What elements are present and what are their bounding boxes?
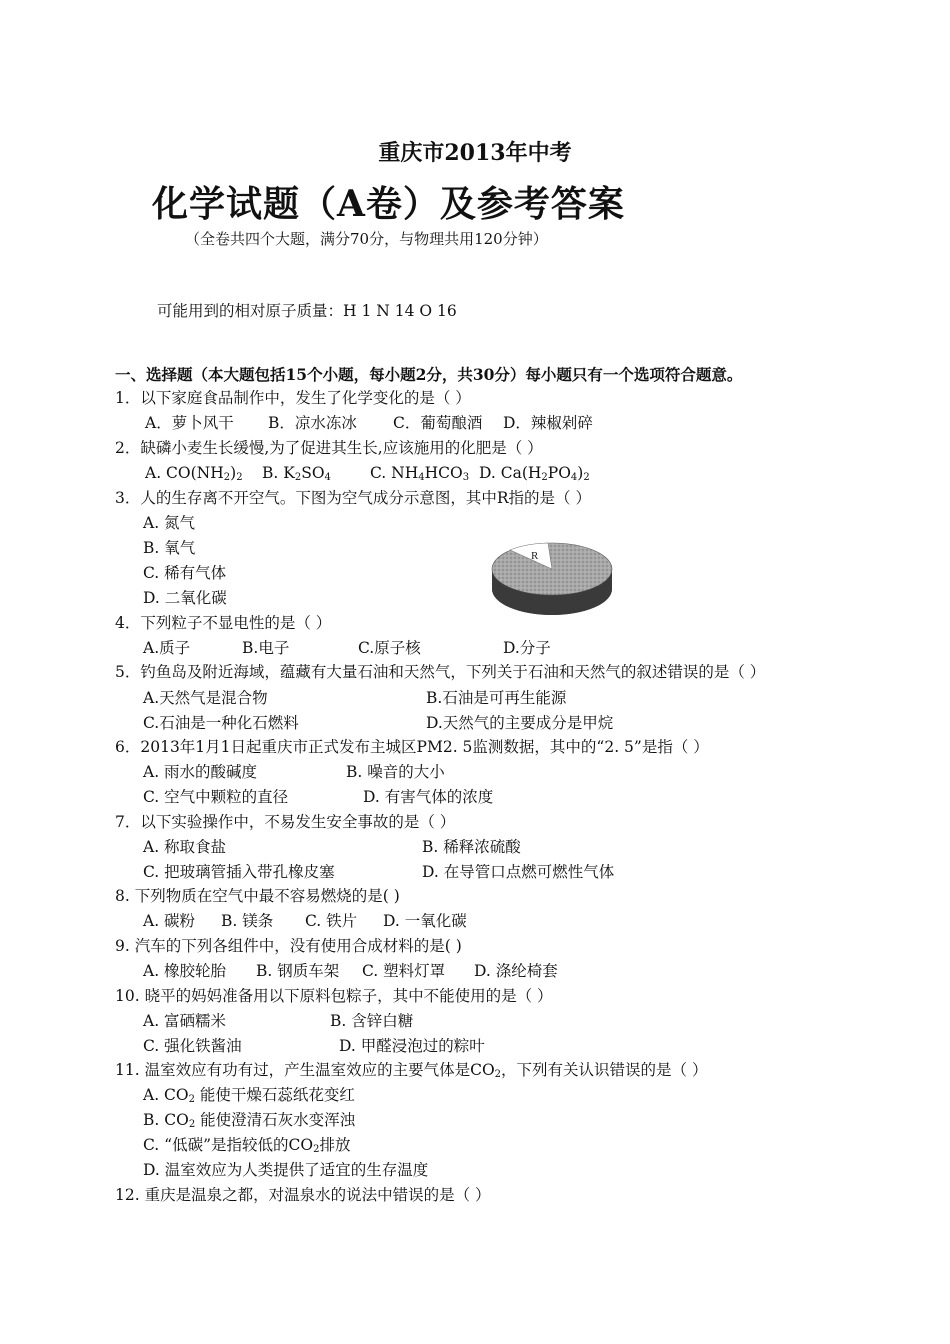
question-10-option-d: D. 甲醛浸泡过的粽叶	[339, 1037, 485, 1055]
question-8-option-b: B. 镁条	[221, 912, 274, 930]
question-3-option-a: A. 氮气	[143, 514, 196, 532]
question-7-option-c: C. 把玻璃管插入带孔橡皮塞	[143, 863, 335, 881]
question-8-stem: 8. 下列物质在空气中最不容易燃烧的是( )	[115, 887, 400, 905]
question-4-option-c: C.原子核	[358, 639, 421, 657]
question-2-option-b: B. $K_2SO_4$	[262, 464, 331, 483]
question-3-option-b: B. 氧气	[143, 539, 196, 557]
question-1-option-d: D．辣椒剁碎	[503, 414, 593, 432]
question-11-option-d: D. 温室效应为人类提供了适宜的生存温度	[143, 1161, 429, 1179]
question-10-option-b: B. 含锌白糖	[330, 1012, 414, 1030]
question-4-stem: 4．下列粒子不显电性的是（ ）	[115, 614, 332, 632]
pie-label-r: R	[531, 550, 539, 562]
question-3-stem: 3．人的生存离不开空气。下图为空气成分示意图，其中R指的是（ ）	[115, 489, 591, 507]
question-11-option-a: A. $CO_2$ 能使干燥石蕊纸花变红	[143, 1086, 355, 1105]
question-3-option-c: C. 稀有气体	[143, 564, 227, 582]
question-4-option-a: A.质子	[143, 639, 191, 657]
question-11-option-b: B. $CO_2$ 能使澄清石灰水变浑浊	[143, 1111, 356, 1130]
page-title: 化学试题（A卷）及参考答案	[152, 183, 625, 225]
question-6-option-b: B. 噪音的大小	[346, 763, 445, 781]
question-5-option-b: B.石油是可再生能源	[426, 689, 567, 707]
question-7-option-b: B. 稀释浓硫酸	[422, 838, 521, 856]
question-1-stem: 1．以下家庭食品制作中，发生了化学变化的是（ ）	[115, 389, 471, 407]
question-6-option-a: A. 雨水的酸碱度	[143, 763, 258, 781]
question-12-stem: 12. 重庆是温泉之都，对温泉水的说法中错误的是（ ）	[115, 1186, 491, 1204]
question-5-option-d: D.天然气的主要成分是甲烷	[426, 714, 614, 732]
question-9-stem: 9. 汽车的下列各组件中，没有使用合成材料的是( )	[115, 937, 462, 955]
question-2-option-d: D. $Ca(H_2PO_4)_2$	[479, 464, 590, 483]
question-2-stem: 2．缺磷小麦生长缓慢,为了促进其生长,应该施用的化肥是（ ）	[115, 439, 543, 457]
question-1-option-a: A．萝卜风干	[145, 414, 234, 432]
question-5-option-c: C.石油是一种化石燃料	[143, 714, 299, 732]
question-6-option-c: C. 空气中颗粒的直径	[143, 788, 289, 806]
question-5-option-a: A.天然气是混合物	[143, 689, 268, 707]
question-7-option-a: A. 称取食盐	[143, 838, 227, 856]
question-6-option-d: D. 有害气体的浓度	[363, 788, 494, 806]
question-4-option-b: B.电子	[242, 639, 290, 657]
section-heading: 一、选择题（本大题包括15个小题，每小题2分，共30分）每小题只有一个选项符合题意。	[115, 365, 743, 384]
question-11-option-c: C. “低碳”是指较低的$CO_2$排放	[143, 1136, 351, 1155]
question-11-stem: 11. 温室效应有功有过，产生温室效应的主要气体是$CO_2$，下列有关认识错误的是（ ）	[115, 1061, 708, 1080]
question-9-option-d: D. 涤纶椅套	[474, 962, 558, 980]
question-2-option-c: C. $NH_4HCO_3$	[370, 464, 470, 483]
question-9-option-c: C. 塑料灯罩	[362, 962, 446, 980]
question-7-option-d: D. 在导管口点燃可燃性气体	[422, 863, 615, 881]
question-2-option-a: A. $CO(NH_2)_2$	[145, 464, 243, 483]
question-4-option-d: D.分子	[503, 639, 551, 657]
question-7-stem: 7．以下实验操作中，不易发生安全事故的是（ ）	[115, 813, 456, 831]
question-1-option-c: C．葡萄酿酒	[393, 414, 483, 432]
question-1-option-b: B．凉水冻冰	[268, 414, 357, 432]
question-6-stem: 6．2013年1月1日起重庆市正式发布主城区PM2. 5监测数据，其中的“2. 5”是指（ ）	[115, 738, 709, 756]
atomic-mass-line: 可能用到的相对原子质量：H 1 N 14 O 16	[157, 302, 457, 320]
question-8-option-d: D. 一氧化碳	[383, 912, 467, 930]
question-10-option-c: C. 强化铁酱油	[143, 1037, 242, 1055]
question-8-option-c: C. 铁片	[305, 912, 358, 930]
question-10-stem: 10. 晓平的妈妈准备用以下原料包粽子，其中不能使用的是（ ）	[115, 987, 553, 1005]
title-line1: 重庆市2013年中考	[378, 140, 572, 166]
question-3-option-d: D. 二氧化碳	[143, 589, 227, 607]
question-9-option-b: B. 钢质车架	[256, 962, 340, 980]
question-8-option-a: A. 碳粉	[143, 912, 196, 930]
question-10-option-a: A. 富硒糯米	[143, 1012, 227, 1030]
question-5-stem: 5．钓鱼岛及附近海域，蕴藏有大量石油和天然气，下列关于石油和天然气的叙述错误的是（ ）	[115, 663, 766, 681]
question-9-option-a: A. 橡胶轮胎	[143, 962, 227, 980]
exam-note: （全卷共四个大题，满分70分，与物理共用120分钟）	[185, 230, 548, 248]
air-composition-pie-chart	[490, 537, 614, 617]
